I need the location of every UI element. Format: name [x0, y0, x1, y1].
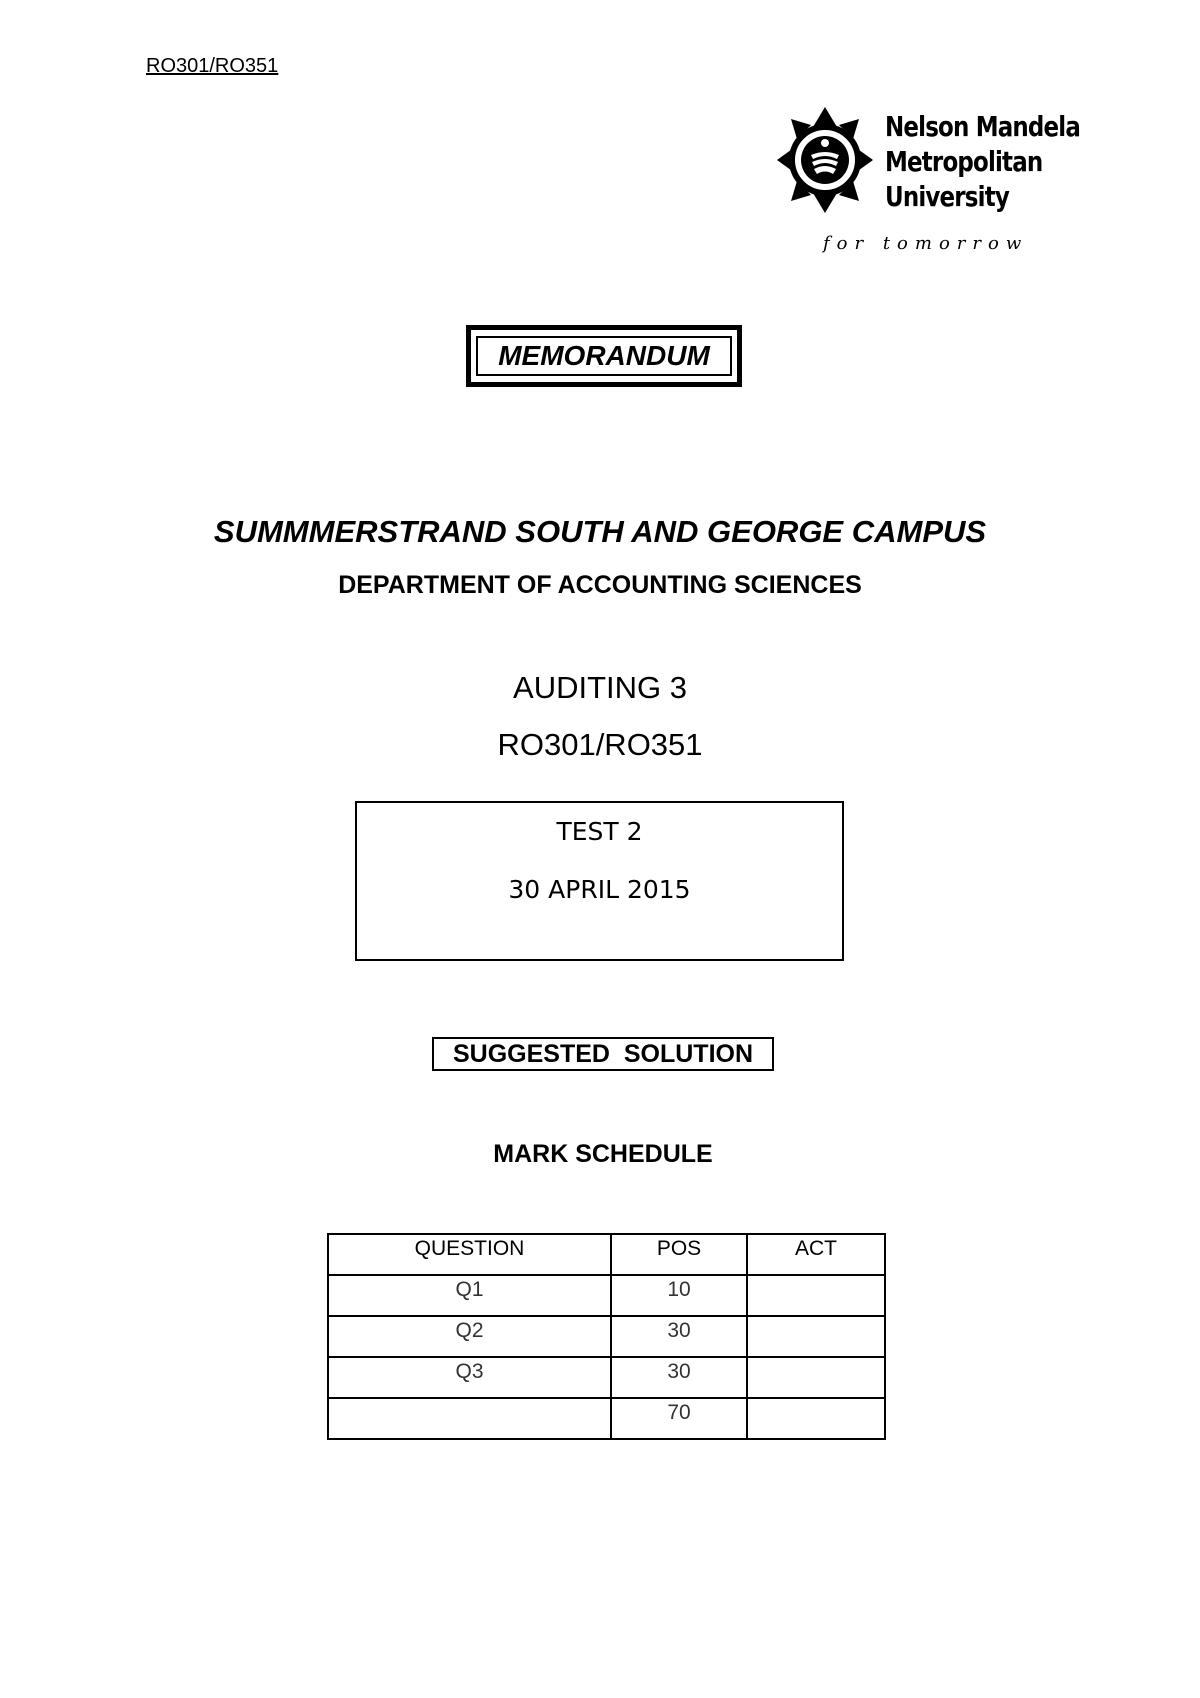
test-info-box [355, 801, 844, 961]
university-logo [775, 105, 1081, 255]
table-header-row [328, 1234, 885, 1275]
university-emblem-icon [775, 105, 875, 215]
mark-schedule-table [327, 1233, 886, 1440]
header-question: QUESTION [328, 1234, 611, 1275]
test-name: TEST 2 [556, 817, 643, 846]
logo-name-line-1: Nelson Mandela [885, 110, 1081, 143]
cell-pos: 10 [611, 1275, 747, 1316]
memorandum-label: MEMORANDUM [476, 336, 732, 376]
logo-name-line-3: University [885, 180, 1009, 213]
cell-question [328, 1398, 611, 1439]
header-course-code: RO301/RO351 [146, 55, 279, 77]
course-title: AUDITING 3 [513, 670, 687, 705]
suggested-solution-label: SUGGESTED SOLUTION [432, 1037, 774, 1071]
table-row [328, 1316, 885, 1357]
cell-pos-total: 70 [611, 1398, 747, 1439]
cell-act [747, 1398, 885, 1439]
mark-schedule-title: MARK SCHEDULE [493, 1140, 713, 1168]
department-title: DEPARTMENT OF ACCOUNTING SCIENCES [338, 571, 862, 599]
table-row-total [328, 1398, 885, 1439]
cell-act [747, 1275, 885, 1316]
cell-act [747, 1316, 885, 1357]
logo-name-line-2: Metropolitan [885, 145, 1043, 178]
table-row [328, 1275, 885, 1316]
cell-question: Q1 [328, 1275, 611, 1316]
test-date: 30 APRIL 2015 [508, 875, 691, 904]
cell-question: Q3 [328, 1357, 611, 1398]
table-row [328, 1357, 885, 1398]
cell-question: Q2 [328, 1316, 611, 1357]
course-code: RO301/RO351 [497, 727, 703, 762]
memorandum-box [466, 325, 742, 387]
logo-wordmark [885, 109, 1080, 214]
campus-title: SUMMMERSTRAND SOUTH AND GEORGE CAMPUS [213, 514, 987, 549]
cell-act [747, 1357, 885, 1398]
header-act: ACT [747, 1234, 885, 1275]
logo-tagline: for tomorrow [823, 233, 1029, 254]
cell-pos: 30 [611, 1357, 747, 1398]
header-pos: POS [611, 1234, 747, 1275]
cell-pos: 30 [611, 1316, 747, 1357]
